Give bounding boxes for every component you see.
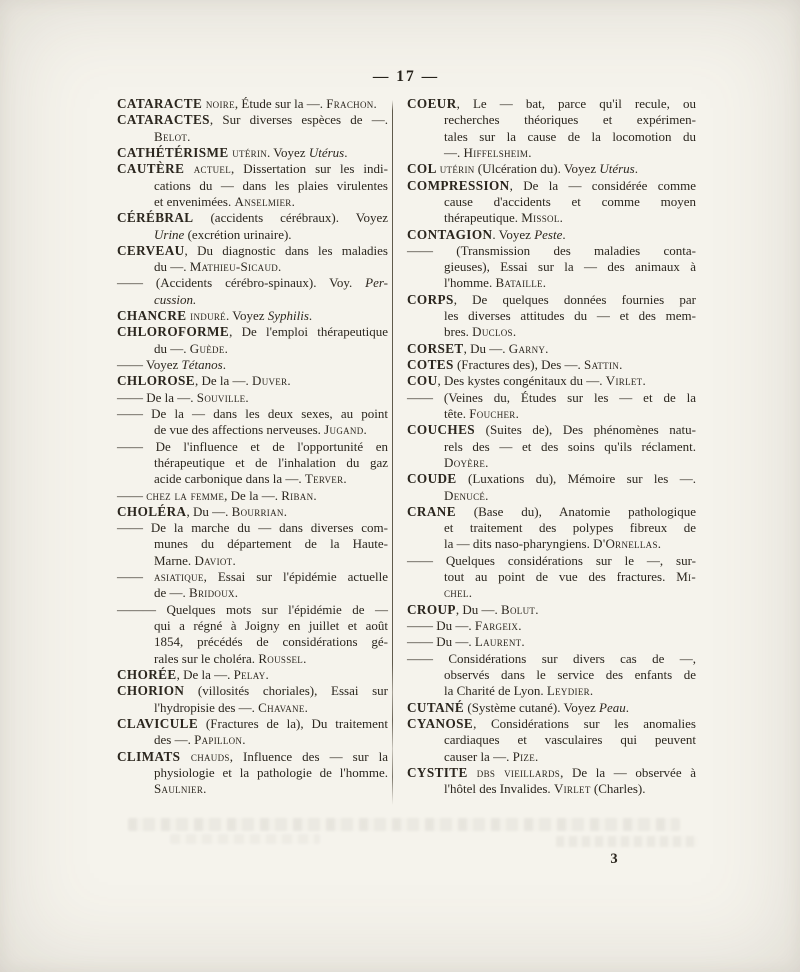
entry-text: Utérus <box>308 144 345 160</box>
entry-line <box>117 781 388 797</box>
entry-text: cations du — dans les plaies virulentes <box>154 177 388 193</box>
entry-headword: COEUR <box>407 96 457 111</box>
entry-text: . Voyez <box>267 144 309 160</box>
entry-line <box>407 471 696 487</box>
entry-text: (Charles). <box>590 781 646 797</box>
entry-line <box>407 716 696 732</box>
entry-text: —— (Veines du, Études sur les — et de la <box>407 389 696 405</box>
entry-text: et traitement des polypes fibreux de <box>444 520 696 536</box>
entry-text: Virlet <box>553 781 591 797</box>
entry-line <box>407 585 696 601</box>
entry-text: , De la — observée à <box>560 764 696 780</box>
entry-text: du —. <box>154 259 190 275</box>
entry-text: dbs vieillards <box>476 764 561 780</box>
entry-text: —— Quelques considérations sur le —, sur- <box>407 552 696 568</box>
entry-text: l'hôtel des Invalides. <box>444 781 554 797</box>
entry-text: , De l'emploi thérapeutique <box>229 324 388 340</box>
entry-text: Garny. <box>508 340 549 356</box>
entry-line <box>407 96 696 112</box>
entry-text: Jugand. <box>324 422 368 438</box>
entry-text: (accidents cérébraux). Voyez <box>193 210 388 226</box>
entry-line <box>407 292 696 308</box>
entry-text: 1854, précédés de considérations gé- <box>154 634 388 650</box>
bleed-through-artifact <box>556 836 698 847</box>
entry-text: gieuses), Essai sur la — des animaux à <box>444 259 696 275</box>
entry-text: et envenimées. <box>154 193 235 209</box>
entry-text: l'homme. <box>444 275 496 291</box>
entry-line <box>117 716 388 732</box>
entry-text: Anselmier. <box>234 193 296 209</box>
entry-text: qui a régné à Joigny en juillet et août <box>154 618 388 633</box>
entry-line <box>117 585 388 601</box>
entry-headword: COU <box>407 373 438 389</box>
entry-line <box>407 683 696 699</box>
entry-text: , Du diagnostic dans les maladies <box>184 242 388 258</box>
entry-line <box>117 732 388 748</box>
entry-line <box>117 259 388 275</box>
entry-text: actuel <box>193 161 232 177</box>
entry-line <box>407 129 696 145</box>
entry-text: Papillon. <box>194 732 246 748</box>
entry-text: —— Du —. <box>407 634 475 650</box>
entry-text: l'hydropisie des —. <box>154 699 259 715</box>
entry-line <box>407 390 696 406</box>
entry-text: , Des kystes congénitaux du —. <box>437 373 606 389</box>
entry-text: acide carbonique dans la —. <box>154 471 305 487</box>
entry-text: la Charité de Lyon. <box>444 683 547 699</box>
entry-text: observés dans le service des enfants de <box>444 666 696 682</box>
entry-text: Marne. <box>154 552 195 568</box>
entry-text: Bourrian. <box>231 503 288 519</box>
entry-line <box>117 210 388 226</box>
entry-line <box>407 178 696 194</box>
entry-line <box>117 194 388 210</box>
entry-text: noire <box>205 96 235 111</box>
entry-line <box>407 700 696 716</box>
entry-text: —— Voyez <box>117 357 182 372</box>
entry-line <box>117 488 388 504</box>
entry-text: asiatique <box>153 569 204 585</box>
entry-text: Denucé. <box>444 487 489 503</box>
entry-line <box>407 488 696 504</box>
entry-line <box>407 194 696 210</box>
entry-line <box>407 765 696 781</box>
entry-text: Chavane. <box>258 699 309 715</box>
entry-text: thérapeutique et de l'inhalation du gaz <box>154 454 388 470</box>
entry-line <box>117 112 388 128</box>
entry-headword: COTES <box>407 357 454 372</box>
entry-text: (excrétion urinaire). <box>184 226 292 242</box>
entry-line <box>117 275 388 291</box>
entry-text: , Influence des — sur la <box>229 748 388 764</box>
entry-text: —— De la marche du — dans diverses com- <box>117 520 388 536</box>
entry-text: causer la —. <box>444 748 513 764</box>
entry-text: (villosités choriales), Essai sur <box>184 683 388 699</box>
entry-text: Laurent. <box>474 634 525 650</box>
entry-text: Peau <box>599 699 626 715</box>
entry-text: . Voyez <box>225 308 268 324</box>
entry-line <box>407 210 696 226</box>
entry-headword: CHANCRE <box>117 308 191 324</box>
entry-headword: CATARACTES <box>117 112 210 128</box>
entry-line <box>407 569 696 585</box>
entry-headword: CYANOSE <box>407 715 474 731</box>
bleed-through-artifact <box>128 818 680 831</box>
entry-headword: COUCHES <box>407 422 476 438</box>
entry-text: , De la — considérée comme <box>509 177 696 193</box>
index-left-column <box>117 96 388 797</box>
entry-text: de vue des affections nerveuses. <box>154 422 325 438</box>
entry-line <box>117 471 388 487</box>
entry-text: (Fractures des), Des —. <box>453 357 585 372</box>
entry-line <box>407 504 696 520</box>
entry-text: bres. <box>444 324 473 340</box>
entry-headword: CONTAGION <box>407 226 493 242</box>
entry-text: —— <box>117 569 154 585</box>
entry-text: physiologie et la pathologie de l'homme. <box>154 764 388 780</box>
entry-line <box>117 651 388 667</box>
entry-text: (Ulcération du). Voyez <box>474 161 600 177</box>
entry-line <box>117 553 388 569</box>
entry-headword: COUDE <box>407 471 457 487</box>
entry-line <box>117 700 388 716</box>
entry-text: Urine <box>154 226 185 242</box>
entry-text: Bataille. <box>495 275 547 291</box>
entry-text: , De quelques données fournies par <box>453 291 696 307</box>
entry-text: rels des — et des soins qu'ils réclament. <box>444 438 696 454</box>
entry-text: Souville. <box>196 389 249 405</box>
entry-line <box>117 161 388 177</box>
entry-text: Bridoux. <box>189 585 239 601</box>
entry-line <box>117 227 388 243</box>
entry-text: Duclos. <box>472 324 517 340</box>
entry-line <box>117 602 388 618</box>
entry-line <box>117 145 388 161</box>
entry-headword: CYSTITE <box>407 764 477 780</box>
entry-headword: CORSET <box>407 340 464 356</box>
entry-line <box>117 422 388 438</box>
entry-line <box>117 373 388 389</box>
entry-text: Guède. <box>189 340 229 356</box>
entry-text: chauds <box>190 748 230 764</box>
entry-text: (Base du), Anatomie pathologique <box>455 503 696 519</box>
entry-line <box>407 308 696 324</box>
entry-headword: CHORÉE <box>117 666 177 682</box>
entry-text: —— De l'influence et de l'opportunité en <box>117 438 388 454</box>
entry-text: munes du département de la Haute- <box>154 536 388 552</box>
entry-text: Roussel. <box>258 650 307 666</box>
entry-line <box>407 439 696 455</box>
entry-text: . <box>625 699 629 715</box>
entry-line <box>117 308 388 324</box>
entry-text: (Fractures de la), Du traitement <box>198 715 388 731</box>
entry-line <box>117 569 388 585</box>
entry-text: , Essai sur l'épidémie actuelle <box>203 569 388 585</box>
entry-text: du —. <box>154 340 190 356</box>
entry-line <box>407 373 696 389</box>
entry-line <box>117 357 388 373</box>
entry-text: . <box>344 144 348 160</box>
entry-text: . Voyez <box>492 226 535 242</box>
entry-line <box>117 634 388 650</box>
entry-line <box>407 553 696 569</box>
entry-text: Foucher. <box>469 405 520 421</box>
entry-text: , De la —. <box>176 666 234 682</box>
entry-text: —— (Transmission des maladies conta- <box>407 242 696 258</box>
entry-text: , De la —. <box>224 487 282 503</box>
entry-line <box>117 406 388 422</box>
entry-text: —— <box>117 487 147 503</box>
entry-text: cause d'accidents et comme moyen <box>444 193 696 209</box>
entry-line <box>407 161 696 177</box>
entry-text: Missol. <box>521 210 564 226</box>
entry-text: cardiaques et vasculaires qui peuvent <box>444 732 696 748</box>
signature-number: 3 <box>610 851 618 867</box>
entry-text: Daviot. <box>194 552 237 568</box>
entry-headword: CHLOROSE <box>117 373 195 389</box>
entry-text: Doyère. <box>444 454 489 470</box>
entry-text: —— De la — dans les deux sexes, au point <box>117 405 388 421</box>
entry-text: cussion. <box>154 291 197 307</box>
entry-line <box>117 324 388 340</box>
entry-text: —— Du —. <box>407 618 475 633</box>
entry-text: Belot. <box>154 128 191 144</box>
entry-headword: CHOLÉRA <box>117 503 187 519</box>
entry-line <box>407 324 696 340</box>
entry-line <box>407 781 696 797</box>
entry-text: la — dits naso-pharyngiens. <box>444 536 594 552</box>
entry-text: des —. <box>154 732 195 748</box>
entry-text: chez la femme <box>146 487 225 503</box>
entry-headword: CRANE <box>407 503 456 519</box>
entry-text: Mathieu-Sicaud. <box>189 259 282 275</box>
entry-line <box>117 178 388 194</box>
entry-line <box>407 602 696 618</box>
entry-line <box>407 667 696 683</box>
entry-text: Tétanos <box>181 357 223 372</box>
entry-text: (Suites de), Des phénomènes natu- <box>475 422 696 438</box>
entry-line <box>117 341 388 357</box>
entry-line <box>117 520 388 536</box>
entry-line <box>407 732 696 748</box>
entry-line <box>407 357 696 373</box>
entry-line <box>117 439 388 455</box>
entry-line <box>117 243 388 259</box>
entry-text: , Du —. <box>463 340 509 356</box>
entry-line <box>407 536 696 552</box>
entry-text: rales sur le choléra. <box>154 650 259 666</box>
entry-text: . <box>308 308 313 324</box>
entry-line <box>117 455 388 471</box>
entry-text: , Étude sur la —. <box>234 96 327 111</box>
entry-line <box>407 749 696 765</box>
entry-text: Pize. <box>512 748 539 764</box>
entry-text: Syphilis <box>267 308 309 324</box>
entry-headword: CLIMATS <box>117 748 191 764</box>
entry-text: , Dissertation sur les indi- <box>231 161 388 177</box>
entry-headword: CÉRÉBRAL <box>117 210 194 226</box>
entry-text: , De la —. <box>194 373 252 389</box>
entry-line <box>407 651 696 667</box>
entry-line <box>117 618 388 634</box>
entry-headword: CLAVICULE <box>117 715 199 731</box>
entry-text: Utérus <box>599 161 635 177</box>
entry-text: , Le — bat, parce qu'il recule, ou <box>456 96 696 111</box>
entry-text: , Considérations sur les anomalies <box>473 715 696 731</box>
bleed-through-artifact <box>170 834 320 844</box>
entry-line <box>117 292 388 308</box>
entry-text: —— De la —. <box>117 389 197 405</box>
entry-line <box>117 504 388 520</box>
entry-text: Per- <box>365 275 388 291</box>
entry-line <box>407 341 696 357</box>
entry-text: —— (Accidents cérébro-spinaux). Voy. <box>117 275 366 291</box>
entry-headword: CHORION <box>117 683 185 699</box>
entry-text: Frachon. <box>326 96 378 111</box>
entry-line <box>407 243 696 259</box>
entry-text: thérapeutique. <box>444 210 522 226</box>
entry-line <box>407 275 696 291</box>
entry-line <box>407 455 696 471</box>
entry-text: tête. <box>444 405 470 421</box>
entry-line <box>407 145 696 161</box>
entry-text: Fargeix. <box>474 618 522 633</box>
entry-headword: CERVEAU <box>117 242 185 258</box>
entry-line <box>117 390 388 406</box>
entry-text: . <box>634 161 638 177</box>
entry-text: Riban. <box>281 487 317 503</box>
entry-text: , Du —. <box>455 601 502 617</box>
entry-text: les diverses attitudes du — et des mem- <box>444 308 696 324</box>
entry-text: recherches théoriques et expérimen- <box>444 112 696 128</box>
entry-line <box>407 259 696 275</box>
entry-text: Hiffelsheim. <box>463 144 532 160</box>
entry-headword: CATARACTE <box>117 96 206 111</box>
entry-text: , Sur diverses espèces de —. <box>209 112 388 128</box>
page-number: — 17 — <box>372 68 440 85</box>
entry-text: (Luxations du), Mémoire sur les —. <box>456 471 696 487</box>
entry-line <box>117 667 388 683</box>
entry-text: Saulnier. <box>154 781 207 797</box>
entry-line <box>407 406 696 422</box>
entry-text: —. <box>444 144 464 160</box>
entry-line <box>117 683 388 699</box>
entry-headword: CAUTÈRE <box>117 161 194 177</box>
entry-headword: CUTANÉ <box>407 699 465 715</box>
entry-headword: CROUP <box>407 601 456 617</box>
entry-text: chel. <box>444 585 473 601</box>
entry-line <box>407 227 696 243</box>
index-right-column <box>407 96 696 797</box>
entry-text: utérin <box>232 144 268 160</box>
entry-line <box>407 422 696 438</box>
entry-text: Leydier. <box>546 683 594 699</box>
entry-text: , Du —. <box>186 503 232 519</box>
entry-text: tout au point de vue des fractures. <box>444 569 677 585</box>
entry-headword: CORPS <box>407 291 454 307</box>
entry-text: Mi- <box>676 569 696 585</box>
entry-text: de —. <box>154 585 190 601</box>
entry-text: (Système cutané). Voyez <box>464 699 600 715</box>
entry-text: . <box>562 226 566 242</box>
entry-headword: CHLOROFORME <box>117 324 230 340</box>
entry-line <box>407 634 696 650</box>
entry-text: utérin <box>439 161 475 177</box>
entry-line <box>117 749 388 765</box>
entry-text: Bolut. <box>501 601 539 617</box>
entry-line <box>407 112 696 128</box>
entry-line <box>407 618 696 634</box>
entry-line <box>117 536 388 552</box>
entry-text: tales sur la cause de la locomotion du <box>444 128 696 144</box>
entry-headword: COMPRESSION <box>407 177 510 193</box>
entry-text: Sattin. <box>584 357 623 372</box>
entry-text: D'Ornellas. <box>593 536 662 552</box>
entry-text: Terver. <box>304 471 347 487</box>
entry-headword: CATHÉTÉRISME <box>117 144 233 160</box>
entry-text: Peste <box>534 226 563 242</box>
entry-line <box>117 96 388 112</box>
entry-text: Virlet. <box>605 373 647 389</box>
entry-line <box>117 765 388 781</box>
entry-line <box>117 129 388 145</box>
column-divider <box>392 100 393 805</box>
entry-text: —— Considérations sur divers cas de —, <box>407 650 696 666</box>
entry-line <box>407 520 696 536</box>
entry-text: Pelay. <box>233 666 270 682</box>
entry-text: induré <box>190 308 226 324</box>
entry-text: ——— Quelques mots sur l'épidémie de — <box>117 601 388 617</box>
entry-headword: COL <box>407 161 440 177</box>
entry-text: Duver. <box>252 373 291 389</box>
entry-text: . <box>222 357 226 372</box>
